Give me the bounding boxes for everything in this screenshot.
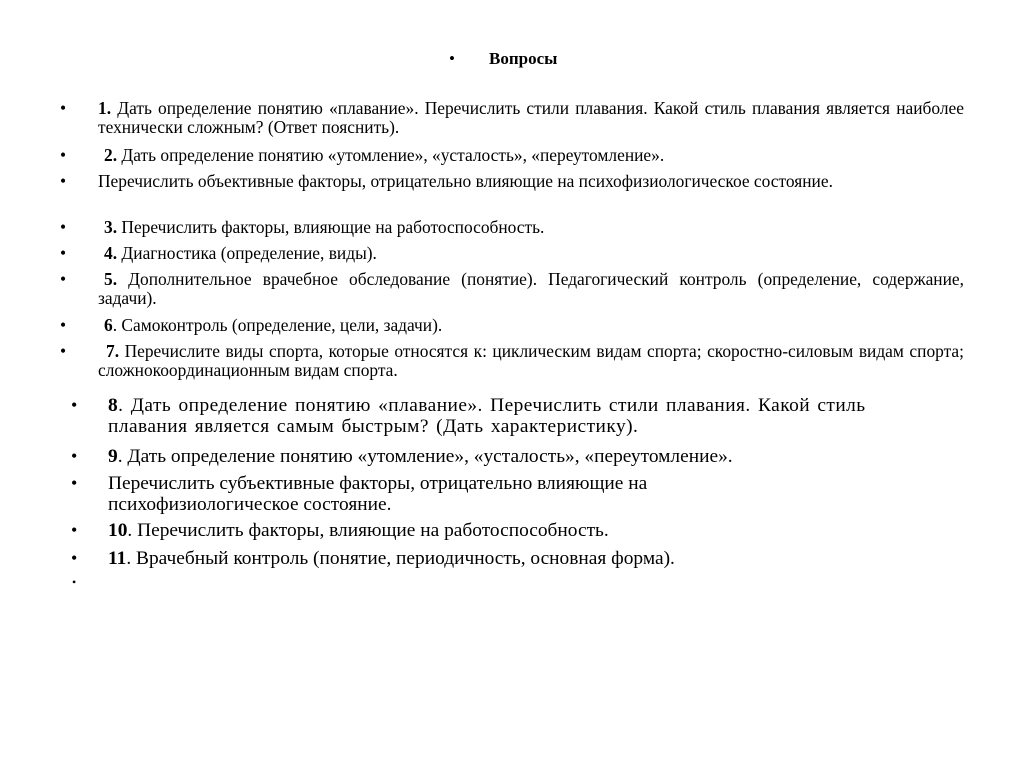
list-item-text <box>108 473 768 515</box>
list-item-text <box>98 270 964 307</box>
item-number: 3. <box>104 217 118 237</box>
item-text: . Дать определение понятию «утомление», «усталость», «переутомление». <box>117 446 733 467</box>
list-item-text <box>98 342 964 379</box>
item-text: . Самоконтроль (определение, цели, задачи). <box>112 315 443 335</box>
list-item-text <box>108 548 868 569</box>
bullet: • <box>71 520 78 540</box>
list-item-text <box>98 99 964 136</box>
bullet: • <box>71 446 78 466</box>
item-text: . Дать определение понятию «плавание». Перечислить стили плавания. Какой стиль плавания является самым быстрым? (Дать характеристику). <box>108 395 866 437</box>
item-number: 4. <box>104 243 118 263</box>
item-text: Дать определение понятию «утомление», «усталость», «переутомление». <box>117 145 665 165</box>
bullet: • <box>60 217 67 237</box>
title-row <box>0 47 1024 71</box>
bullet: • <box>60 341 67 361</box>
item-text: . Перечислить факторы, влияющие на работоспособность. <box>127 520 609 541</box>
item-number: 1. <box>98 98 112 118</box>
item-number: 5. <box>104 269 118 289</box>
item-number: 11 <box>108 548 127 569</box>
list-item-text <box>98 218 970 237</box>
item-number: 8 <box>108 395 119 416</box>
item-number: 6 <box>104 315 113 335</box>
item-text: Дать определение понятию «плавание». Перечислить стили плавания. Какой стиль плавания является наиболее технически сложным? (Ответ пояснить). <box>98 98 964 137</box>
item-number: 2. <box>104 145 118 165</box>
bullet: • <box>60 243 67 263</box>
bullet: • <box>71 473 78 493</box>
list-item-text <box>98 146 970 165</box>
item-text: Перечислить факторы, влияющие на работоспособность. <box>117 217 545 237</box>
bullet: • <box>60 145 67 165</box>
list-item-text <box>98 172 964 191</box>
list-item-text <box>98 244 970 263</box>
bullet: • <box>71 395 78 415</box>
bullet: • <box>71 548 78 568</box>
list-item-text <box>98 316 970 335</box>
item-text: Диагностика (определение, виды). <box>117 243 377 263</box>
list-item-text <box>108 520 868 541</box>
title-bullet: • <box>449 49 455 68</box>
bullet: • <box>60 315 67 335</box>
bullet: • <box>60 98 67 118</box>
page-title: Вопросы <box>489 49 558 68</box>
bullet: • <box>60 171 67 191</box>
item-number: 9 <box>108 446 118 467</box>
item-text: Дополнительное врачебное обследование (понятие). Педагогический контроль (определение, содержание, задачи). <box>98 269 964 308</box>
item-text: Перечислить объективные факторы, отрицательно влияющие на психофизиологическое состояние. <box>98 171 833 191</box>
list-item-text <box>108 446 868 467</box>
item-text: Перечислить субъективные факторы, отрицательно влияющие на психофизиологическое состояние. <box>108 473 648 515</box>
item-number: 10 <box>108 520 128 541</box>
list-item-text <box>108 395 868 437</box>
item-text: . Врачебный контроль (понятие, периодичность, основная форма). <box>126 548 675 569</box>
item-number: 7. <box>106 341 120 361</box>
item-text: Перечислите виды спорта, которые относятся к: циклическим видам спорта; скоростно-силовым видам спорта; сложнокоординационным видам спорта. <box>98 341 964 380</box>
stray-bullet: • <box>72 575 77 589</box>
bullet: • <box>60 269 67 289</box>
